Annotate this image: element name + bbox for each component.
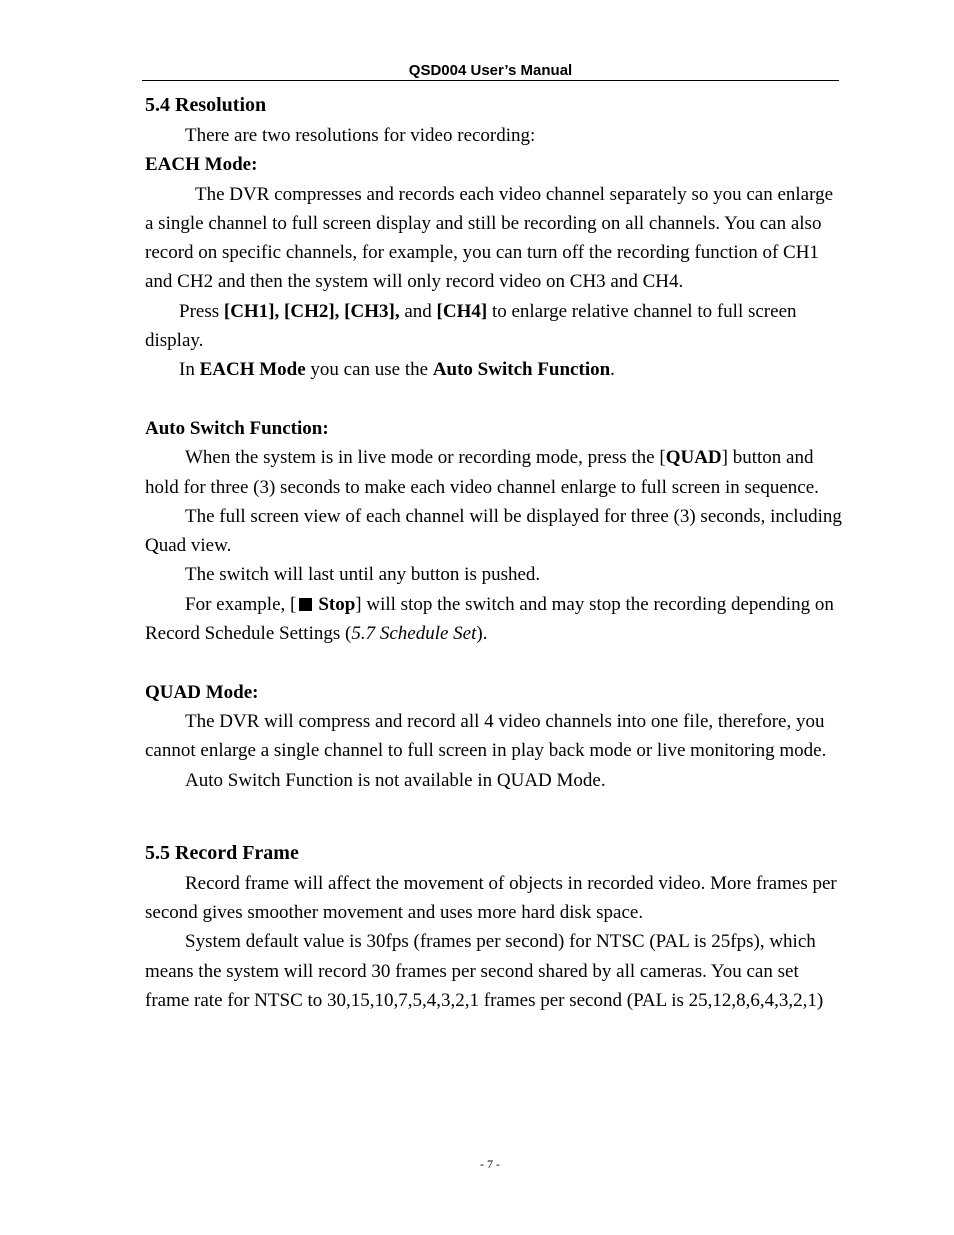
text-run: to enlarge relative channel to full screen display. [145, 300, 797, 352]
each-mode-term: EACH Mode [199, 359, 306, 381]
spacer [145, 648, 845, 677]
text-run: Press [179, 300, 224, 322]
quad-mode-paragraph-1: The DVR will compress and record all 4 video channels into one file, therefore, you cannot enlarge a single channel to full screen in play back mode or live monitoring mode. [145, 710, 827, 762]
section-heading-record-frame: 5.5 Record Frame [145, 841, 299, 864]
auto-switch-paragraph-3: The switch will last until any button is pushed. [185, 564, 541, 586]
page-number: - 7 - [480, 1157, 500, 1171]
stop-button-name: Stop [318, 593, 356, 615]
text-run: In [179, 359, 200, 381]
text-run: ] will stop the switch and may stop the recording depending on Record Schedule Settings ( [145, 593, 834, 645]
text-run: . [610, 359, 615, 381]
text-run: and [399, 300, 437, 322]
stop-icon [299, 598, 312, 611]
each-mode-press-paragraph [145, 297, 845, 356]
ch4-key: [CH4] [436, 300, 488, 322]
running-header: QSD004 User’s Manual [408, 62, 573, 79]
auto-switch-term: Auto Switch Function [432, 359, 611, 381]
auto-switch-paragraph-4 [145, 590, 845, 649]
text-run: you can use the [305, 359, 433, 381]
resolution-intro: There are two resolutions for video recording: [185, 125, 536, 146]
text-run: ] button and hold for three (3) seconds to make each video channel enlarge to full screen in sequence. [145, 447, 819, 498]
auto-switch-label: Auto Switch Function: [145, 417, 329, 439]
header-rule [142, 80, 839, 81]
quad-mode-paragraph-2: Auto Switch Function is not available in QUAD Mode. [185, 769, 606, 791]
record-frame-paragraph-2: System default value is 30fps (frames per second) for NTSC (PAL is 25fps), which means the system will record 30 frames per second shared by all cameras. You can set frame rate for NTSC to 30,15,10,7,5,4,3,2,1 frames per second (PAL is 25,12,8,6,4,3,2,1) [145, 931, 824, 1012]
section-heading-resolution: 5.4 Resolution [145, 94, 267, 116]
each-mode-paragraph: The DVR compresses and records each video channel separately so you can enlarge a single channel to full screen display and still be recording on all channels. You can also record on specific channels, for example, you can turn off the recording function of CH1 and CH2 and then the system will only record video on CH3 and CH4. [145, 183, 834, 293]
schedule-set-reference: 5.7 Schedule Set [351, 623, 477, 645]
each-mode-auto-switch-note [145, 355, 845, 384]
auto-switch-paragraph-1 [145, 443, 845, 502]
channel-keys: [CH1], [CH2], [CH3], [223, 300, 400, 322]
text-run: For example, [ [185, 593, 297, 615]
record-frame-paragraph-1: Record frame will affect the movement of objects in recorded video. More frames per second gives smoother movement and uses more hard disk space. [145, 872, 837, 924]
quad-mode-label: QUAD Mode: [145, 681, 259, 703]
text-run: ). [476, 623, 488, 645]
spacer [145, 795, 845, 837]
quad-button-name: QUAD [665, 447, 722, 469]
text-run: When the system is in live mode or recording mode, press the [ [185, 447, 666, 469]
page-body [145, 89, 845, 1015]
auto-switch-paragraph-2: The full screen view of each channel will be displayed for three (3) seconds, including Quad view. [145, 505, 842, 557]
each-mode-label: EACH Mode: [145, 154, 258, 176]
spacer [145, 385, 845, 414]
